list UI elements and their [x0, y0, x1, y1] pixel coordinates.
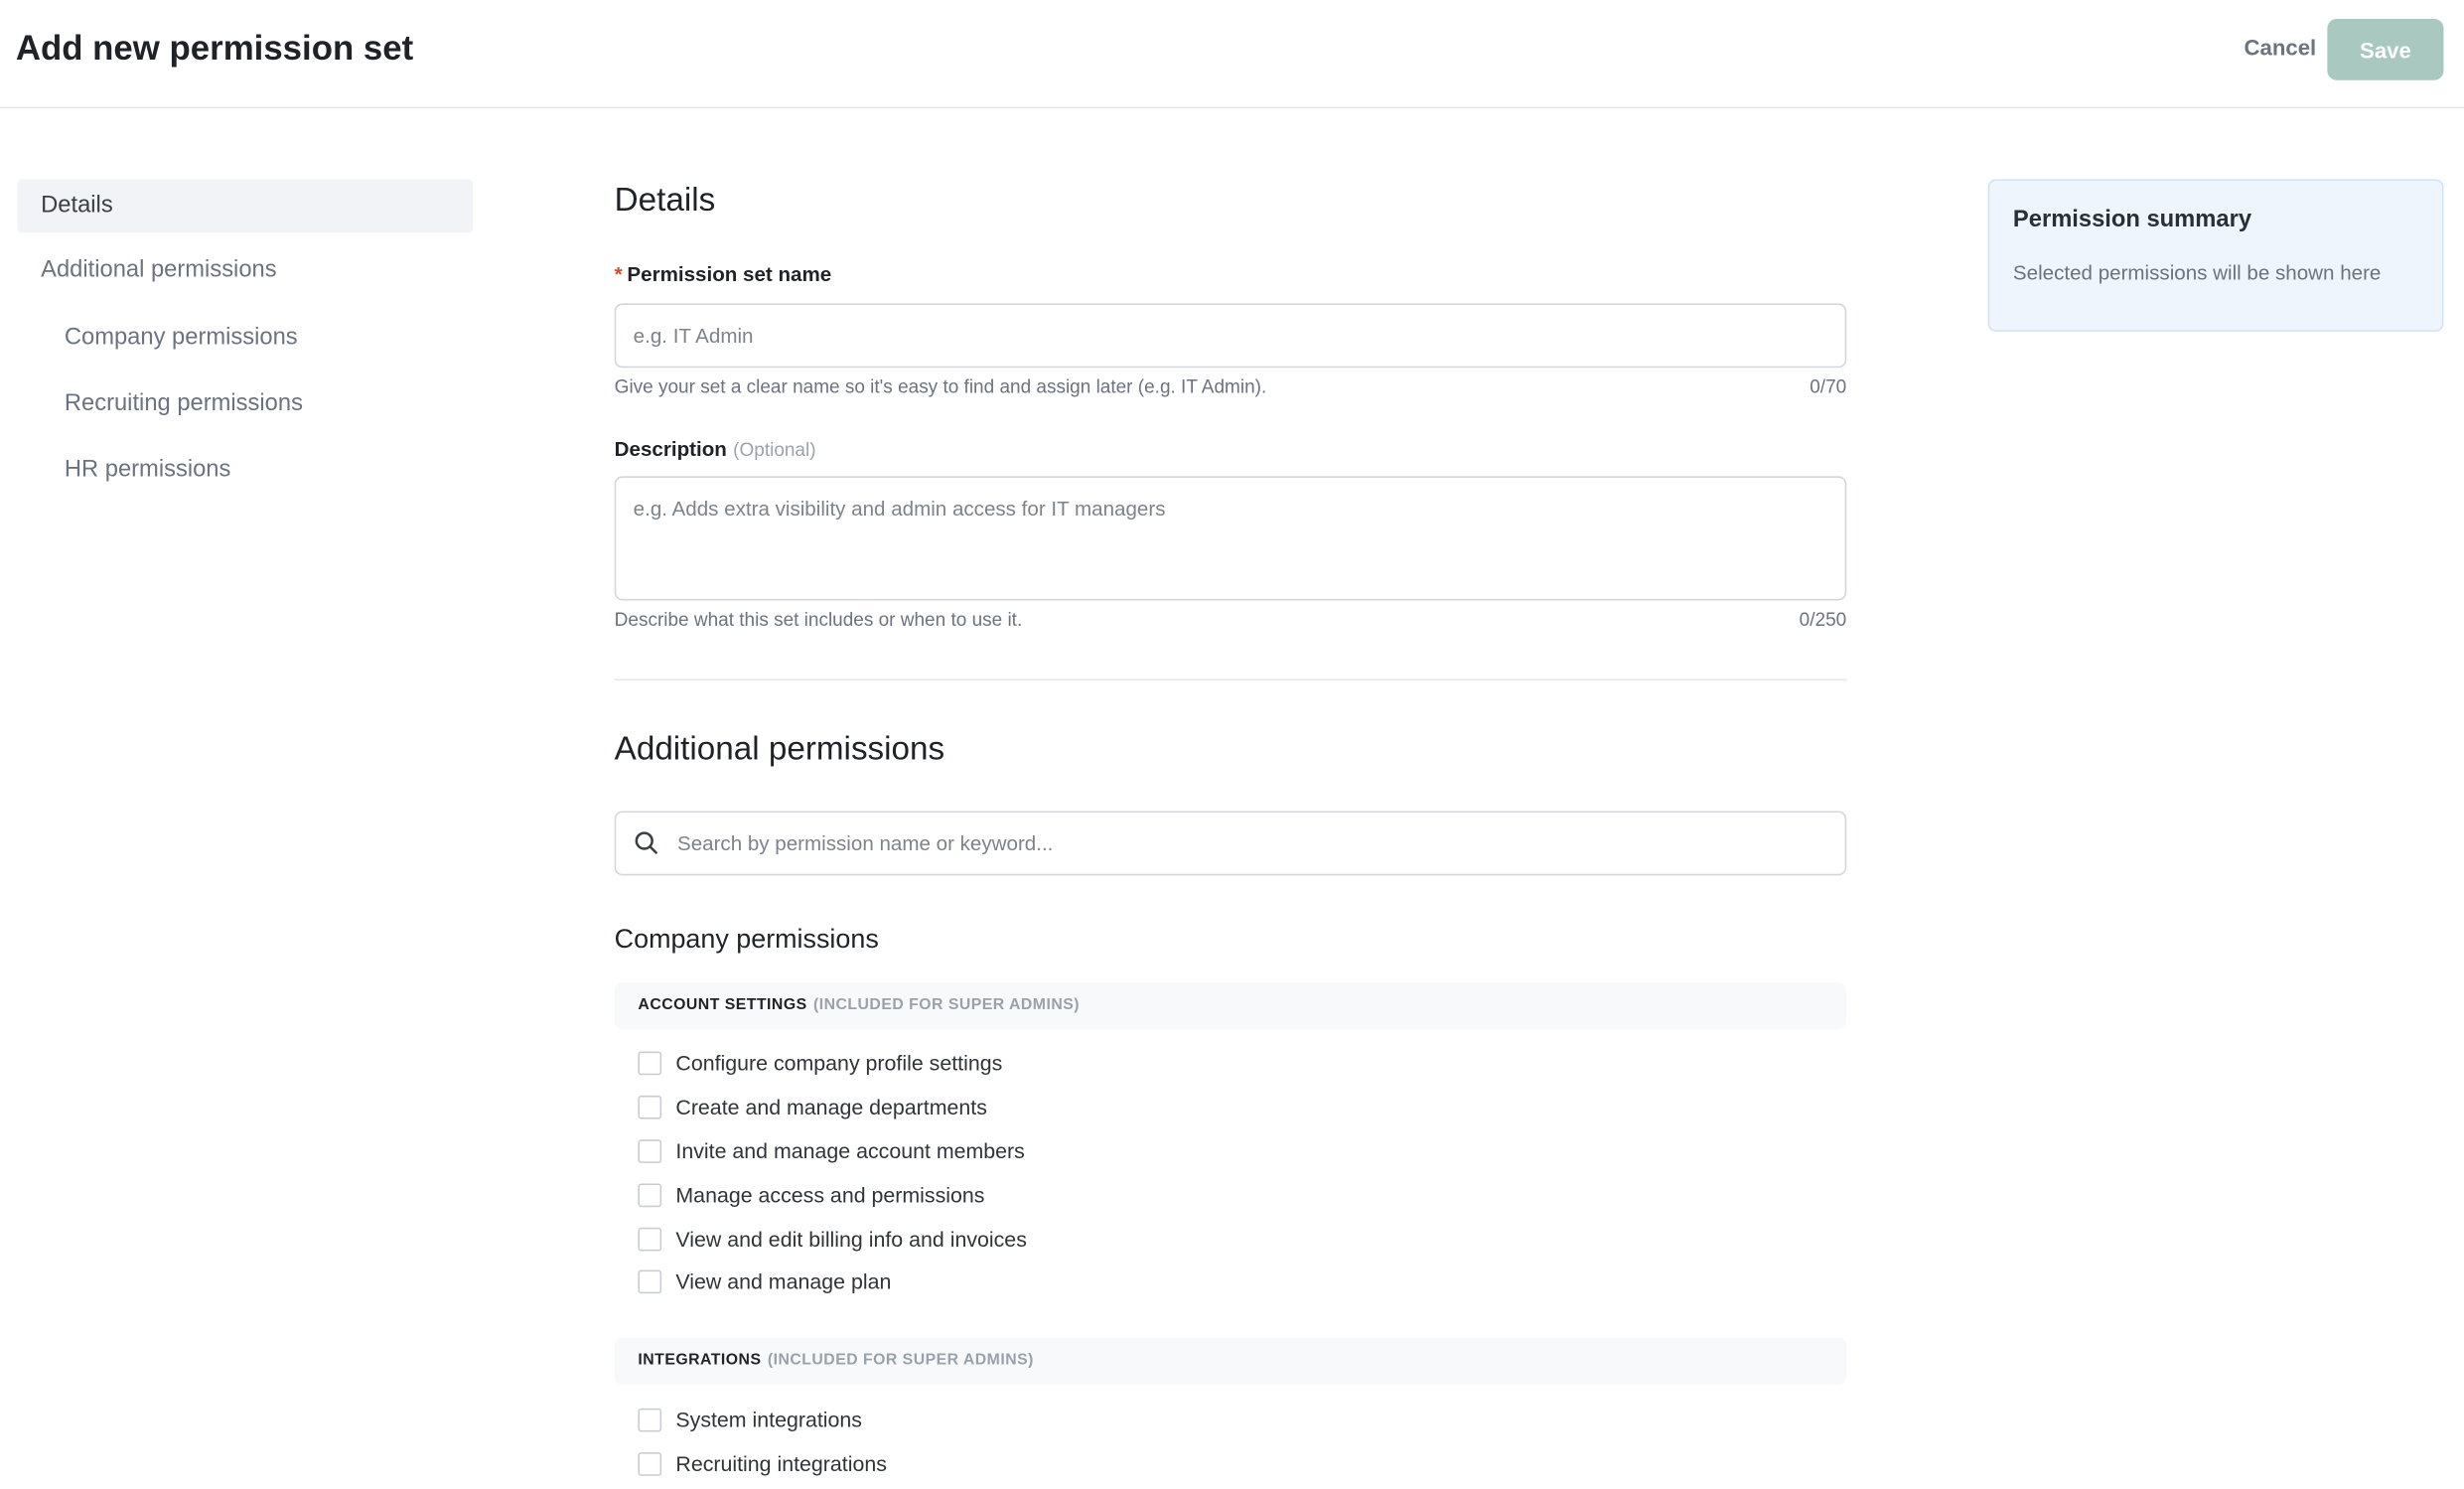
optional-tag: (Optional) — [733, 438, 816, 461]
sidebar-item-additional-permissions[interactable]: Additional permissions — [41, 255, 277, 283]
group-note: (INCLUDED FOR SUPER ADMINS) — [767, 1351, 1034, 1370]
company-permissions-heading: Company permissions — [614, 924, 879, 955]
description-helper — [615, 608, 1847, 630]
permission-checkbox-row[interactable] — [638, 1447, 887, 1479]
group-note: (INCLUDED FOR SUPER ADMINS) — [812, 996, 1081, 1014]
permission-checkbox-row[interactable] — [638, 1179, 984, 1211]
permission-label: Create and manage departments — [675, 1095, 987, 1118]
group-title: ACCOUNT SETTINGS — [638, 996, 807, 1014]
name-label-text: Permission set name — [627, 262, 832, 286]
section-divider — [615, 679, 1847, 681]
name-helper — [615, 375, 1847, 397]
sidebar-item-details[interactable]: Details — [17, 179, 473, 232]
checkbox[interactable] — [638, 1183, 661, 1207]
sidebar-item-company-permissions[interactable]: Company permissions — [64, 323, 298, 351]
description-label — [615, 437, 816, 461]
group-header-integrations — [615, 1338, 1847, 1385]
name-helper-text: Give your set a clear name so it's easy to find and assign later (e.g. IT Admin). — [614, 375, 1267, 398]
permission-checkbox-row[interactable] — [638, 1134, 1024, 1166]
checkbox[interactable] — [638, 1051, 661, 1075]
checkbox[interactable] — [638, 1138, 661, 1162]
permission-checkbox-row[interactable] — [638, 1404, 862, 1435]
permission-label: Manage access and permissions — [675, 1182, 985, 1207]
summary-empty-text: Selected permissions will be shown here — [2012, 260, 2382, 285]
permission-search-input[interactable] — [615, 811, 1847, 875]
page-title: Add new permission set — [15, 28, 414, 69]
description-char-count: 0/250 — [1799, 608, 1847, 631]
checkbox[interactable] — [638, 1227, 661, 1251]
description-textarea[interactable] — [615, 476, 1847, 600]
permission-label: System integrations — [675, 1407, 862, 1431]
required-marker: * — [614, 262, 623, 286]
group-title: INTEGRATIONS — [638, 1351, 762, 1370]
header-divider — [0, 107, 2464, 109]
description-label-text: Description — [614, 436, 727, 461]
sidebar-item-recruiting-permissions[interactable]: Recruiting permissions — [64, 389, 303, 417]
checkbox[interactable] — [638, 1408, 661, 1431]
permission-label: View and edit billing info and invoices — [675, 1226, 1027, 1251]
permission-label: View and manage plan — [675, 1268, 892, 1293]
checkbox[interactable] — [638, 1269, 661, 1293]
sidebar-item-hr-permissions[interactable]: HR permissions — [64, 455, 231, 483]
permission-checkbox-row[interactable] — [638, 1091, 986, 1122]
checkbox[interactable] — [638, 1451, 661, 1475]
name-label — [615, 262, 832, 286]
permission-label: Invite and manage account members — [675, 1138, 1025, 1163]
description-helper-text: Describe what this set includes or when to use it. — [614, 608, 1023, 631]
permission-checkbox-row[interactable] — [638, 1266, 891, 1297]
checkbox[interactable] — [638, 1095, 661, 1118]
permission-checkbox-row[interactable] — [638, 1223, 1026, 1255]
save-button[interactable]: Save — [2327, 19, 2443, 80]
permission-checkbox-row[interactable] — [638, 1047, 1002, 1079]
details-heading: Details — [614, 182, 716, 219]
summary-title: Permission summary — [2012, 206, 2252, 233]
permission-label: Configure company profile settings — [675, 1050, 1003, 1075]
permission-set-name-input[interactable] — [615, 303, 1847, 368]
name-char-count: 0/70 — [1810, 375, 1847, 398]
search-icon — [634, 829, 658, 854]
group-header-account-settings — [615, 982, 1847, 1029]
additional-permissions-heading: Additional permissions — [614, 730, 945, 768]
permission-summary-card — [1988, 179, 2444, 331]
permission-label: Recruiting integrations — [675, 1451, 887, 1475]
cancel-button[interactable]: Cancel — [2232, 35, 2329, 60]
search-box — [615, 811, 1847, 875]
